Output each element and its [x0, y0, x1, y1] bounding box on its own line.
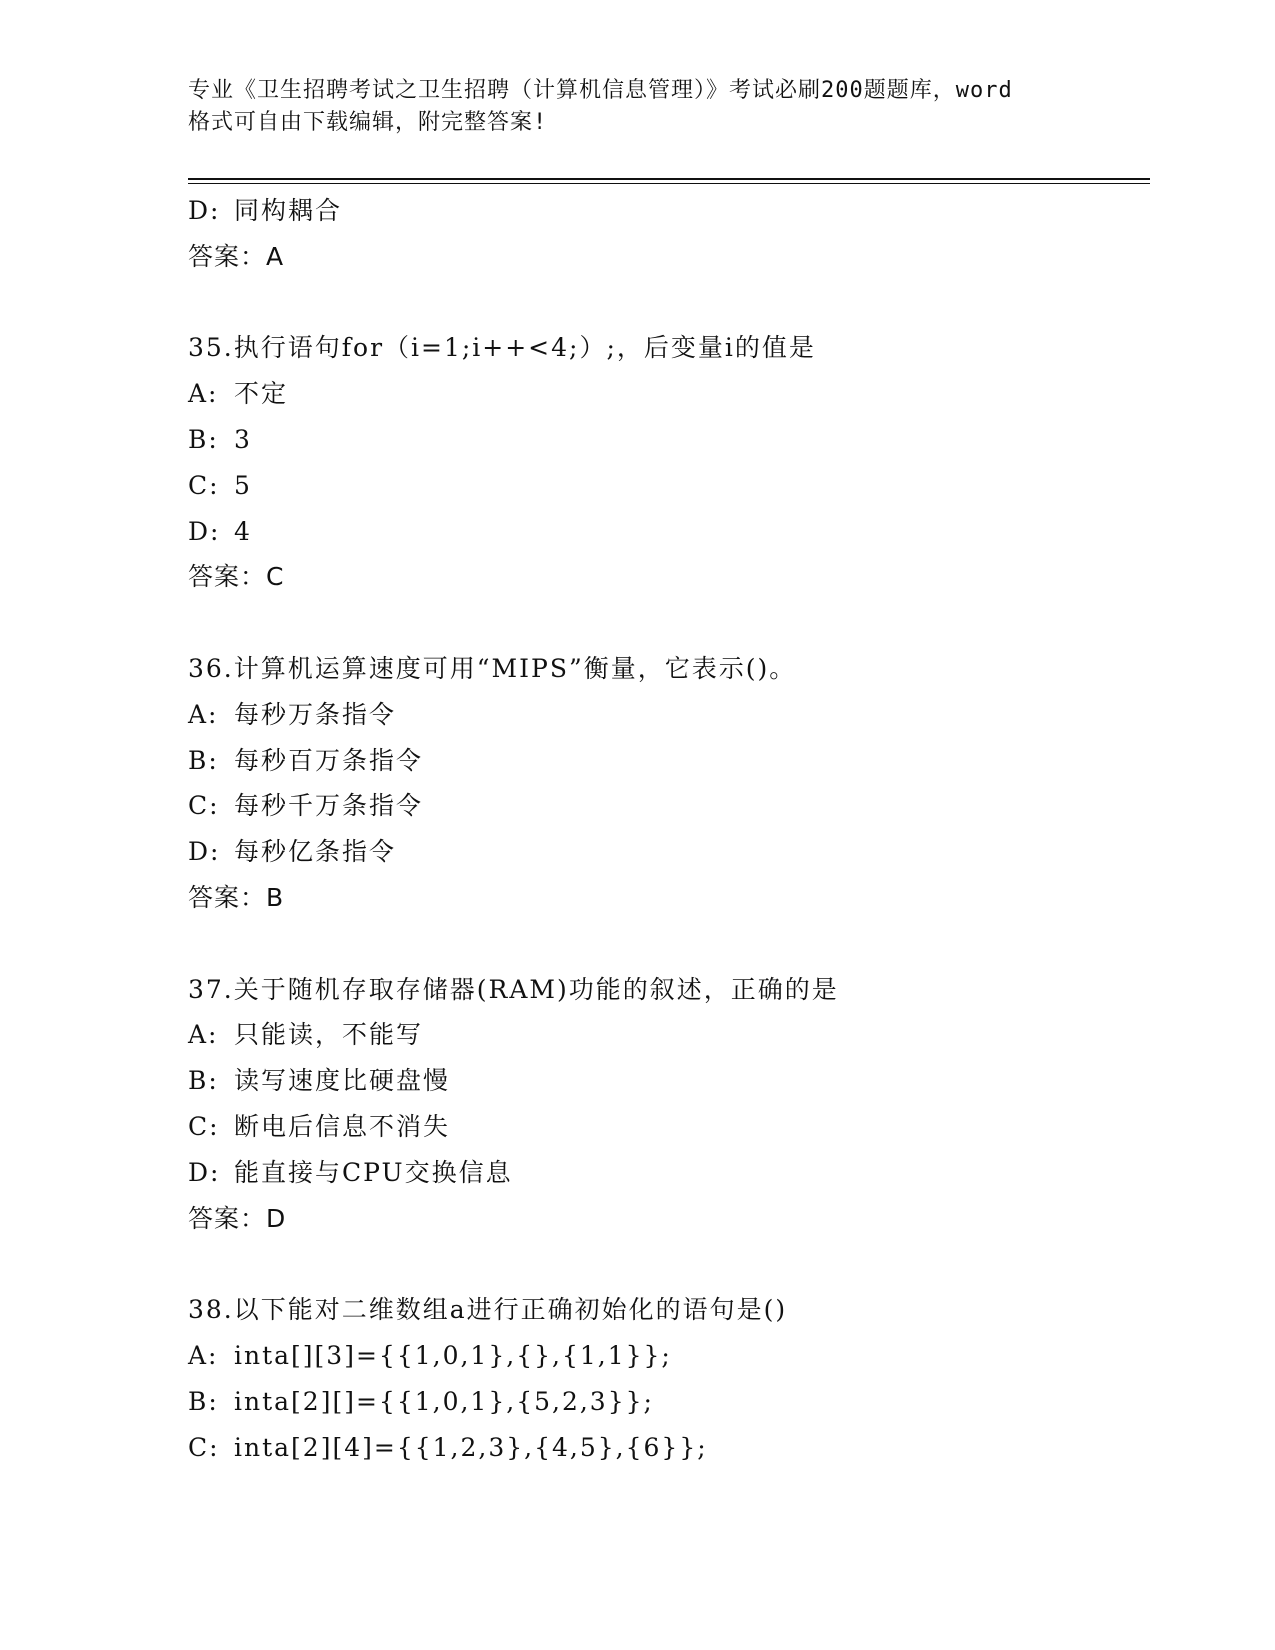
- spacer: [188, 600, 1148, 646]
- spacer: [188, 921, 1148, 967]
- answer-line: 答案：D: [188, 1203, 287, 1233]
- option-b: [188, 417, 1148, 463]
- option-b: [188, 1379, 1148, 1425]
- option-key: B:: [188, 1066, 219, 1096]
- page-header: [188, 75, 1088, 139]
- option-d: [188, 829, 1148, 875]
- option-c: [188, 463, 1148, 509]
- answer-line: 答案：C: [188, 562, 285, 592]
- option-text: 4: [234, 516, 252, 546]
- option-text: 只能读，不能写: [234, 1020, 424, 1050]
- option-text: 断电后信息不消失: [234, 1111, 451, 1141]
- question-list: [188, 188, 1148, 1470]
- option-b: [188, 1058, 1148, 1104]
- header-line-1: 专业《卫生招聘考试之卫生招聘（计算机信息管理）》考试必刷200题题库，word: [188, 78, 1013, 103]
- answer-line: 答案：A: [188, 241, 285, 271]
- option-d: [188, 1150, 1148, 1196]
- option-text: 3: [234, 424, 252, 454]
- spacer: [188, 280, 1148, 326]
- option-key: C:: [188, 470, 220, 500]
- option-text: inta[2][4]={{1,2,3},{4,5},{6}};: [234, 1432, 708, 1462]
- option-a: [188, 692, 1148, 738]
- question-stem: 38.以下能对二维数组a进行正确初始化的语句是(): [188, 1295, 788, 1325]
- option-key: B:: [188, 745, 219, 775]
- option-c: [188, 1104, 1148, 1150]
- option-key: C:: [188, 1432, 220, 1462]
- option-key: A:: [188, 1020, 219, 1050]
- header-divider-thick: [188, 178, 1150, 180]
- option-c: [188, 1425, 1148, 1471]
- option-key: D:: [188, 837, 221, 867]
- header-divider-thin: [188, 183, 1150, 184]
- option-c: [188, 783, 1148, 829]
- option-text: 5: [234, 470, 252, 500]
- option-text: 能直接与CPU交换信息: [234, 1157, 513, 1187]
- option-key: A:: [188, 379, 219, 409]
- header-line-2: 格式可自由下载编辑，附完整答案!: [188, 110, 548, 135]
- option-text: 不定: [234, 379, 289, 409]
- option-a: [188, 371, 1148, 417]
- option-key: D:: [188, 196, 221, 225]
- option-key: B:: [188, 1386, 219, 1416]
- option-text: 每秒百万条指令: [234, 745, 424, 775]
- option-text: 每秒亿条指令: [234, 837, 397, 867]
- question-stem: 36.计算机运算速度可用“MIPS”衡量，它表示()。: [188, 653, 797, 683]
- option-a: [188, 1012, 1148, 1058]
- answer-line: 答案：B: [188, 882, 285, 912]
- option-b: [188, 738, 1148, 784]
- option-text: 每秒千万条指令: [234, 791, 424, 821]
- option-text: inta[][3]={{1,0,1},{},{1,1}};: [234, 1340, 672, 1370]
- option-key: A:: [188, 1340, 219, 1370]
- spacer: [188, 1241, 1148, 1287]
- option-text: 每秒万条指令: [234, 699, 397, 729]
- option-d: [188, 509, 1148, 555]
- option-key: D:: [188, 516, 221, 546]
- question-stem: 37.关于随机存取存储器(RAM)功能的叙述，正确的是: [188, 974, 839, 1004]
- option-a: [188, 1333, 1148, 1379]
- option-key: C:: [188, 791, 220, 821]
- option-d: [188, 188, 1148, 234]
- option-key: D:: [188, 1157, 221, 1187]
- option-text: 同构耦合: [234, 196, 343, 225]
- option-key: A:: [188, 699, 219, 729]
- question-stem: 35.执行语句for（i=1;i++<4;）;，后变量i的值是: [188, 333, 816, 363]
- option-key: B:: [188, 424, 219, 454]
- option-key: C:: [188, 1111, 220, 1141]
- option-text: 读写速度比硬盘慢: [234, 1066, 451, 1096]
- option-text: inta[2][]={{1,0,1},{5,2,3}};: [234, 1386, 654, 1416]
